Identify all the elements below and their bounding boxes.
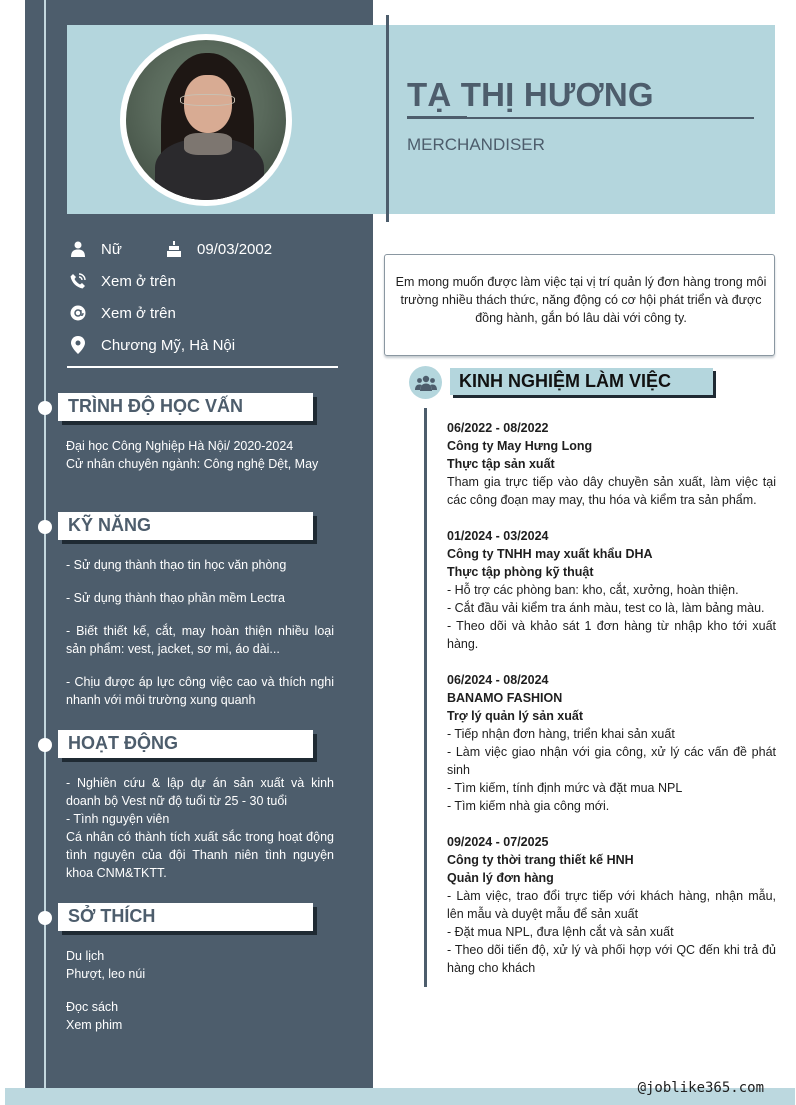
job-detail: - Hỗ trợ các phòng ban: kho, cắt, xưởng, hoàn thiện.: [447, 583, 739, 597]
skill-item: - Chịu được áp lực công việc cao và thích nghi nhanh với môi trường xung quanh: [66, 675, 334, 707]
activities-header: HOẠT ĐỘNG: [58, 730, 313, 758]
candidate-name: TẠ THỊ HƯƠNG: [407, 76, 654, 113]
job-role: Thực tập phòng kỹ thuật: [447, 565, 594, 579]
job-role: Quản lý đơn hàng: [447, 871, 554, 885]
skills-header: KỸ NĂNG: [58, 512, 313, 540]
job-company: BANAMO FASHION: [447, 691, 563, 705]
job-role: Trợ lý quản lý sản xuất: [447, 709, 584, 723]
job-title: MERCHANDISER: [407, 135, 545, 154]
job-company: Công ty May Hưng Long: [447, 439, 593, 453]
activity-line: - Tình nguyện viên: [66, 812, 170, 826]
experience-rail: [424, 408, 427, 987]
job-detail: - Làm việc giao nhận với gia công, xử lý các vấn đề phát sinh: [447, 745, 776, 777]
experience-entry: [447, 833, 776, 977]
watermark: @joblike365.com: [637, 1080, 764, 1096]
at-sign-icon: [69, 304, 87, 322]
education-content: [66, 437, 334, 473]
job-company: Công ty TNHH may xuất khẩu DHA: [447, 547, 653, 561]
job-detail: - Theo dõi và khảo sát 1 đơn hàng từ nhập kho tới xuất hàng.: [447, 619, 776, 651]
activities-content: [66, 774, 334, 882]
contact-address: Chương Mỹ, Hà Nội: [69, 336, 235, 354]
experience-entry: [447, 671, 776, 815]
job-detail: - Tìm kiếm, tính định mức và đặt mua NPL: [447, 781, 683, 795]
job-detail: - Cắt đầu vải kiểm tra ánh màu, test co là, làm bảng màu.: [447, 601, 765, 615]
hobbies-header: SỞ THÍCH: [58, 903, 313, 931]
career-objective-box: [384, 254, 775, 356]
job-role: Thực tập sản xuất: [447, 457, 555, 471]
experience-header: KINH NGHIỆM LÀM VIỆC: [450, 368, 713, 395]
timeline-dot: [38, 520, 52, 534]
phone-icon: [69, 272, 87, 290]
experience-entry: [447, 419, 776, 509]
skill-item: - Sử dụng thành thạo tin học văn phòng: [66, 558, 287, 572]
hobby-line: Xem phim: [66, 1018, 123, 1032]
job-detail: - Làm việc, trao đổi trực tiếp với khách hàng, nhận mẫu, lên mẫu và duyệt mẫu để sản xuất: [447, 889, 776, 921]
name-underline: [407, 117, 754, 119]
education-header: TRÌNH ĐỘ HỌC VẤN: [58, 393, 313, 421]
contact-email: Xem ở trên: [69, 304, 176, 322]
job-detail: Tham gia trực tiếp vào dây chuyền sản xuất, làm việc tại các công đoạn may may, thu hóa và kiểm tra sản phẩm.: [447, 475, 776, 507]
education-line: Đại học Công Nghiệp Hà Nội/ 2020-2024: [66, 439, 294, 453]
person-icon: [69, 240, 87, 258]
contact-gender: Nữ: [69, 240, 122, 258]
career-objective: Em mong muốn được làm việc tại vị trí quản lý đơn hàng trong môi trường nhiều thách thức, năng động có cơ hội phát triển và được đồng hành, gắn bó lâu dài với công ty.: [395, 275, 767, 325]
avatar: [120, 34, 292, 206]
hobby-line: Du lịch: [66, 949, 105, 963]
activity-line: Cá nhân có thành tích xuất sắc trong hoạt động tình nguyện của đội Thanh niên tình nguyện khoa CNM&TKTT.: [66, 830, 334, 880]
users-icon: [409, 366, 442, 399]
timeline-dot: [38, 911, 52, 925]
skill-item: - Biết thiết kế, cắt, may hoàn thiện nhiều loại sản phẩm: vest, jacket, sơ mi, áo dài...: [66, 624, 334, 656]
cake-icon: [165, 240, 183, 258]
timeline-line: [44, 0, 46, 1105]
job-detail: - Theo dõi tiến độ, xử lý và phối hợp với QC đến khi trả đủ hàng cho khách: [447, 943, 776, 975]
contact-divider: [67, 366, 338, 368]
job-company: Công ty thời trang thiết kế HNH: [447, 853, 634, 867]
job-detail: - Tìm kiếm nhà gia công mới.: [447, 799, 610, 813]
timeline-dot: [38, 401, 52, 415]
job-period: 09/2024 - 07/2025: [447, 835, 549, 849]
job-period: 01/2024 - 03/2024: [447, 529, 549, 543]
hobbies-content: [66, 947, 334, 1034]
contact-birthday: 09/03/2002: [165, 240, 272, 258]
activity-line: - Nghiên cứu & lập dự án sản xuất và kinh doanh bộ Vest nữ độ tuổi từ 25 - 30 tuổi: [66, 776, 334, 808]
job-period: 06/2024 - 08/2024: [447, 673, 549, 687]
experience-entry: [447, 527, 776, 653]
map-pin-icon: [69, 336, 87, 354]
job-detail: - Tiếp nhận đơn hàng, triển khai sản xuất: [447, 727, 675, 741]
education-line: Cử nhân chuyên ngành: Công nghệ Dệt, May: [66, 457, 319, 471]
timeline-dot: [38, 738, 52, 752]
hobby-line: Đọc sách: [66, 1000, 119, 1014]
profile-photo: [126, 40, 286, 200]
hobby-line: Phượt, leo núi: [66, 967, 146, 981]
contact-phone: Xem ở trên: [69, 272, 176, 290]
job-period: 06/2022 - 08/2022: [447, 421, 549, 435]
job-detail: - Đặt mua NPL, đưa lệnh cắt và sản xuất: [447, 925, 674, 939]
skill-item: - Sử dụng thành thạo phần mềm Lectra: [66, 591, 285, 605]
header-divider: [386, 15, 389, 222]
